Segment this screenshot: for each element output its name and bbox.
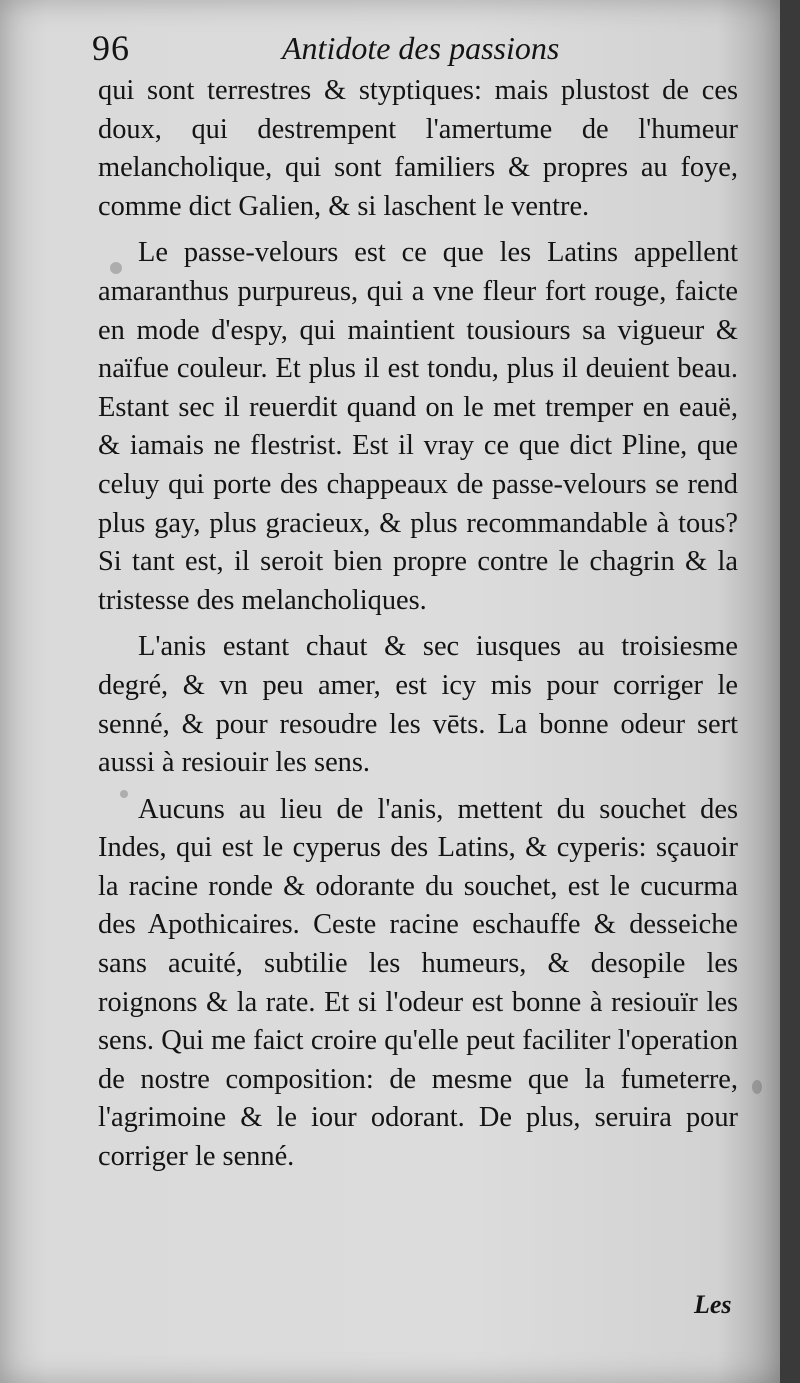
paragraph-continued: qui sont terrestres & styptiques: mais plustost de ces doux, qui destrempent l'amertume de l'humeur melancholique, qui sont familiers & propres au foye, comme dict Galien, & si laschent le ventre. bbox=[98, 75, 738, 222]
paragraph-souchet: Aucuns au lieu de l'anis, mettent du souchet des Indes, qui est le cyperus des Latins, & cyperis: sçauoir la racine ronde & odorante du souchet, est le cucurma des Apothicaires. Ceste racine eschauffe & desseiche sans acuité, subtilie les humeurs, & desopile les roignons & la rate. Et si l'odeur est bonne à resiouïr les sens. Qui me faict croire qu'elle peut faciliter l'operation de nostre composition: de mesme que la fumeterre, l'agrimoine & le iour odorant. De plus, seruira pour corriger le senné. bbox=[98, 793, 738, 1173]
page-header bbox=[92, 26, 742, 74]
body-text bbox=[98, 72, 738, 1177]
running-title: Antidote des passions bbox=[282, 30, 560, 66]
catchword: Les bbox=[694, 1290, 732, 1319]
ink-smudge bbox=[110, 262, 122, 274]
paragraph-anis: L'anis estant chaut & sec iusques au troisiesme degré, & vn peu amer, est icy mis pour corriger le senné, & pour resoudre les vēts. La bonne odeur sert aussi à resiouir les sens. bbox=[98, 631, 738, 779]
page-number: 96 bbox=[92, 28, 130, 68]
ink-smudge bbox=[752, 1080, 762, 1094]
paragraph-passe-velours: Le passe-velours est ce que les Latins appellent amaranthus purpureus, qui a vne fleur fort rouge, faicte en mode d'espy, qui maintient tousiours sa vigueur & naïfue couleur. Et plus il est tondu, plus il deuient beau. Estant sec il reuerdit quand on le met tremper en eauë, & iamais ne flestrist. Est il vray ce que dict Pline, que celuy qui porte des chappeaux de passe-velours se rend plus gay, plus gracieux, & plus recommandable à tous? Si tant est, il seroit bien propre contre le chagrin & la tristesse des melancholiques. bbox=[98, 237, 738, 616]
ink-smudge bbox=[120, 790, 128, 798]
